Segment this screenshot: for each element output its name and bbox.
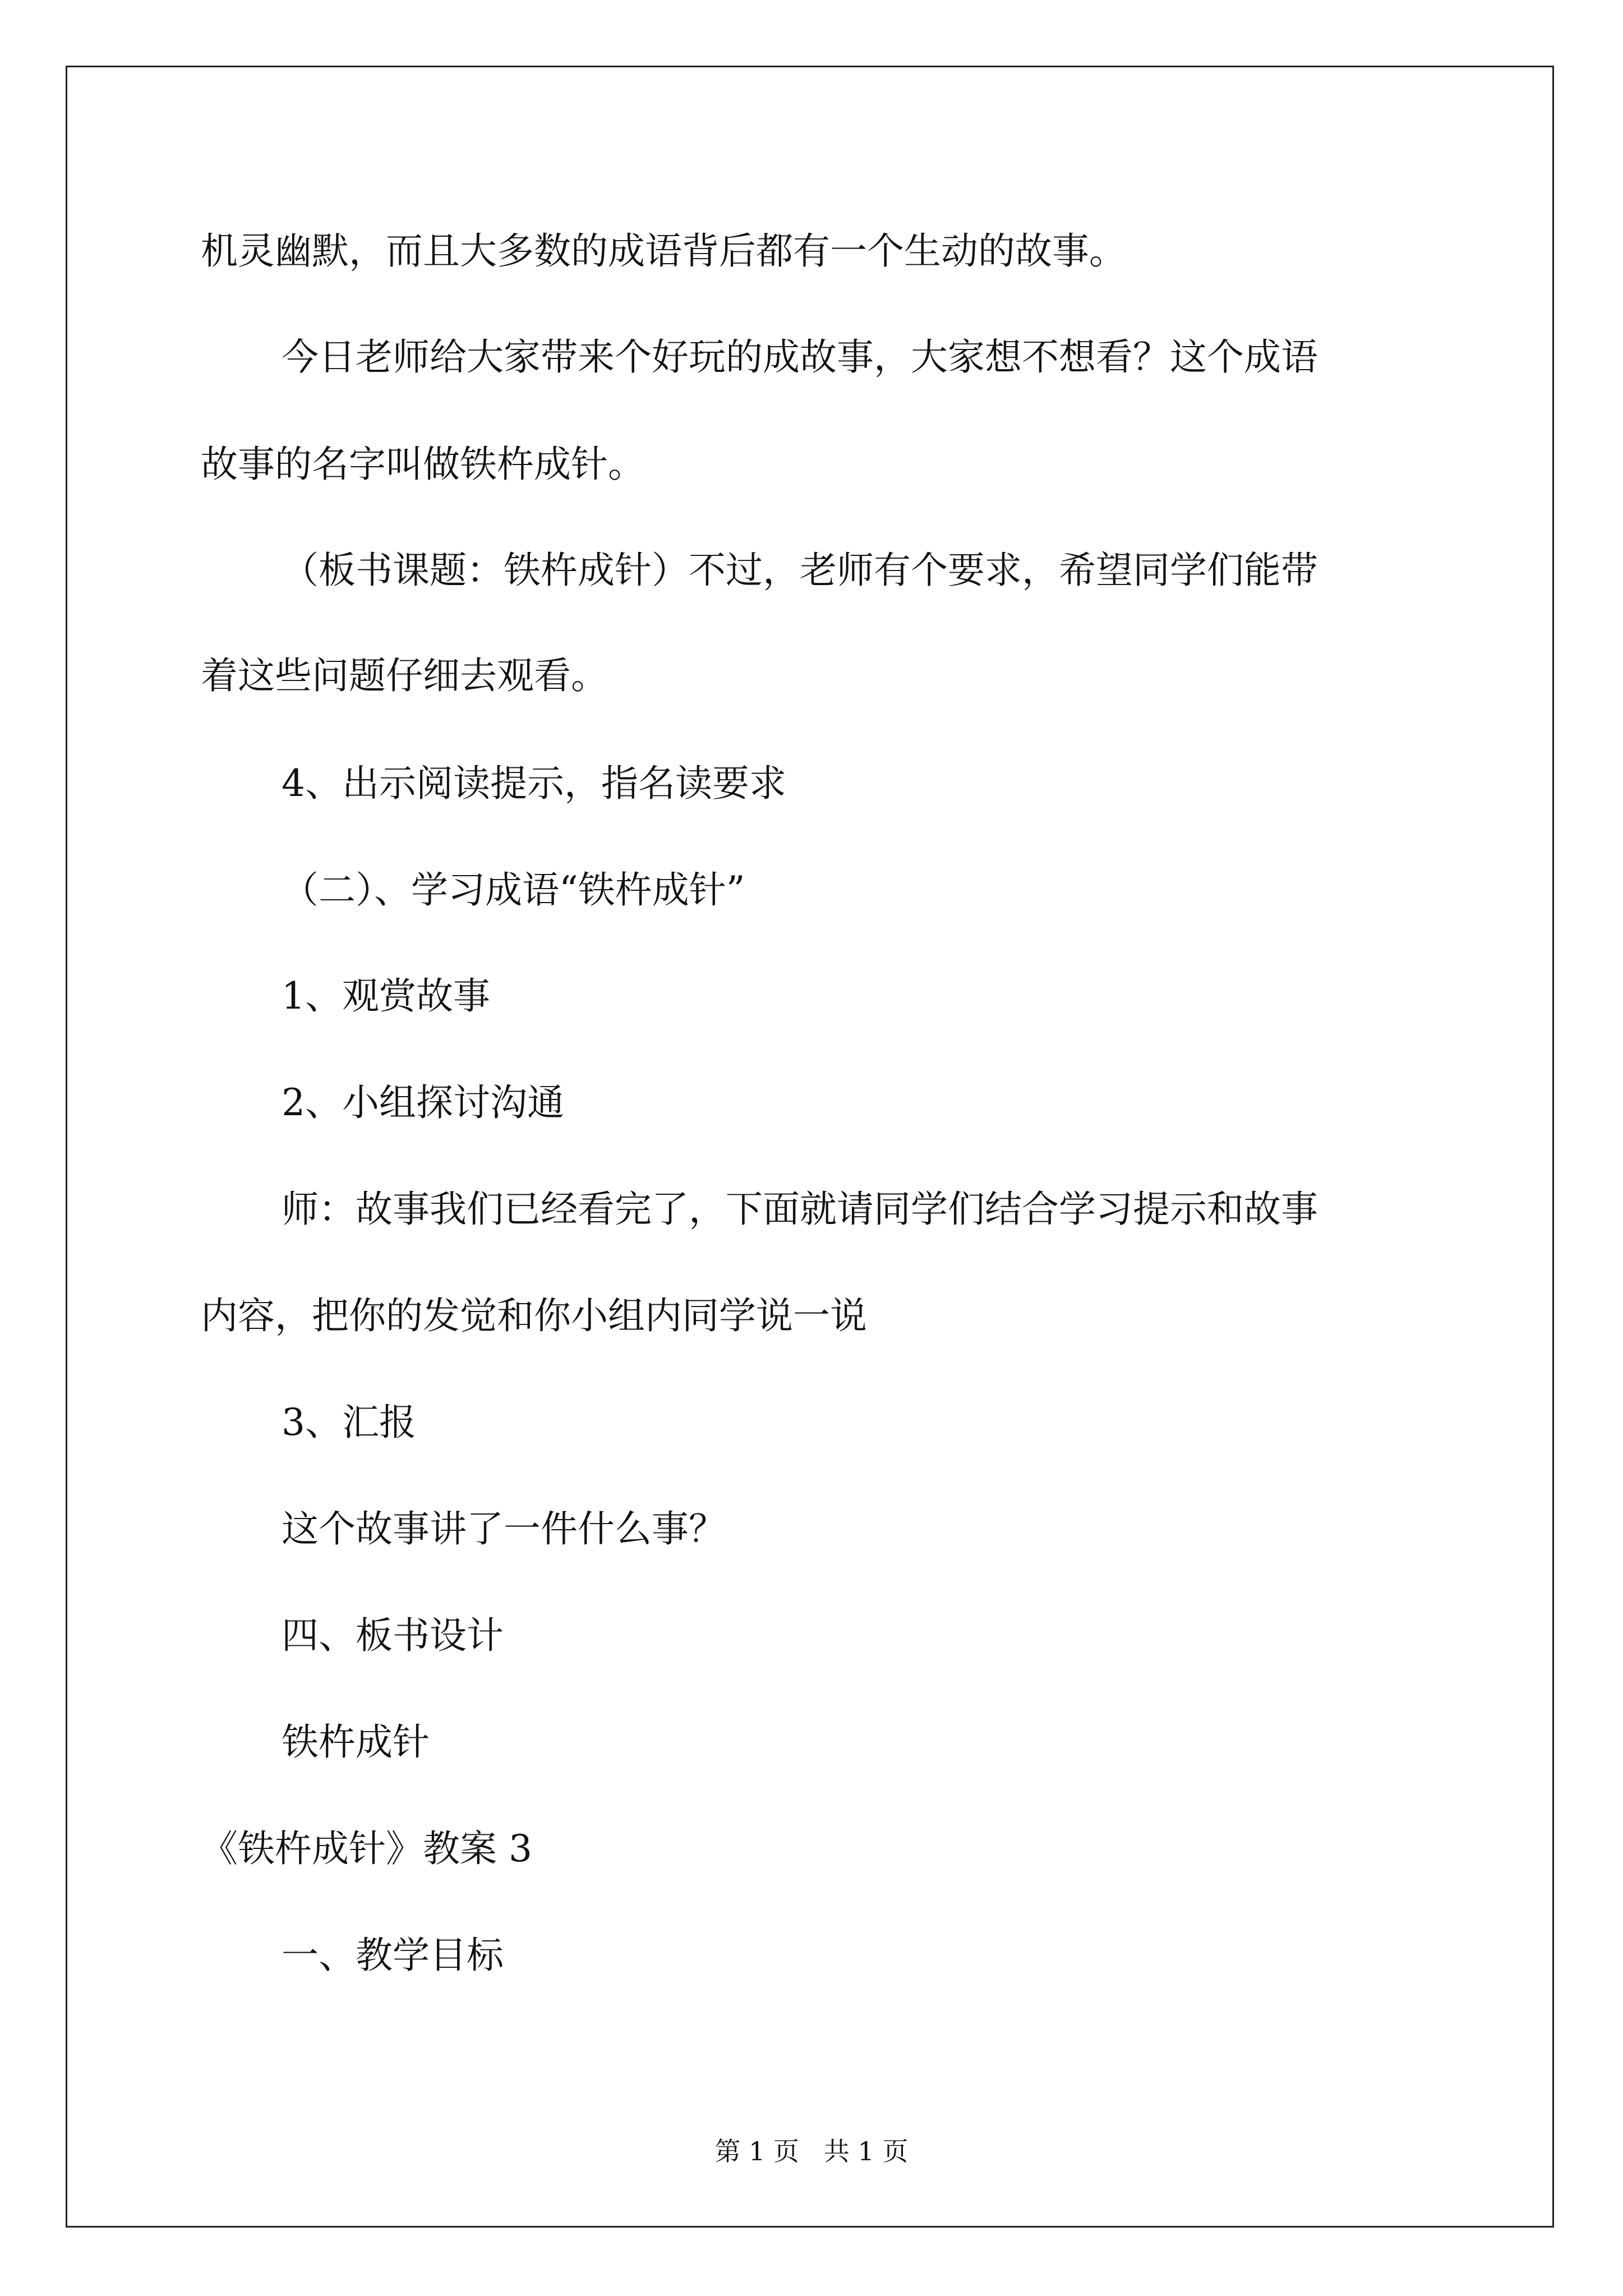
text-line: 3、汇报 [282, 1401, 416, 1444]
text-line: 4、出示阅读提示，指名读要求 [282, 762, 786, 805]
text-line: 一、教学目标 [282, 1934, 504, 1977]
text-line: 这个故事讲了一件什么事？ [282, 1507, 726, 1550]
text-line: 铁杵成针 [282, 1720, 430, 1764]
text-line: 机灵幽默，而且大多数的成语背后都有一个生动的故事。 [201, 229, 1126, 273]
page-frame [66, 66, 1554, 2228]
text-line: 故事的名字叫做铁杵成针。 [201, 443, 645, 486]
text-line: 四、板书设计 [282, 1614, 504, 1657]
text-line: 师：故事我们已经看完了，下面就请同学们结合学习提示和故事 [282, 1188, 1318, 1231]
text-line: 2、小组探讨沟通 [282, 1081, 564, 1124]
section-heading: 《铁杵成针》教案 3 [201, 1827, 532, 1870]
text-line: （板书课题：铁杵成针）不过，老师有个要求，希望同学们能带 [282, 549, 1318, 592]
text-line: 今日老师给大家带来个好玩的成故事，大家想不想看？这个成语 [282, 335, 1318, 379]
page-number-footer: 第 1 页 共 1 页 [714, 2136, 909, 2166]
text-line: 着这些问题仔细去观看。 [201, 654, 608, 697]
text-line: 内容，把你的发觉和你小组内同学说一说 [201, 1294, 867, 1337]
text-line: 1、观赏故事 [282, 974, 490, 1018]
text-line: （二）、学习成语“铁杵成针” [282, 868, 745, 912]
